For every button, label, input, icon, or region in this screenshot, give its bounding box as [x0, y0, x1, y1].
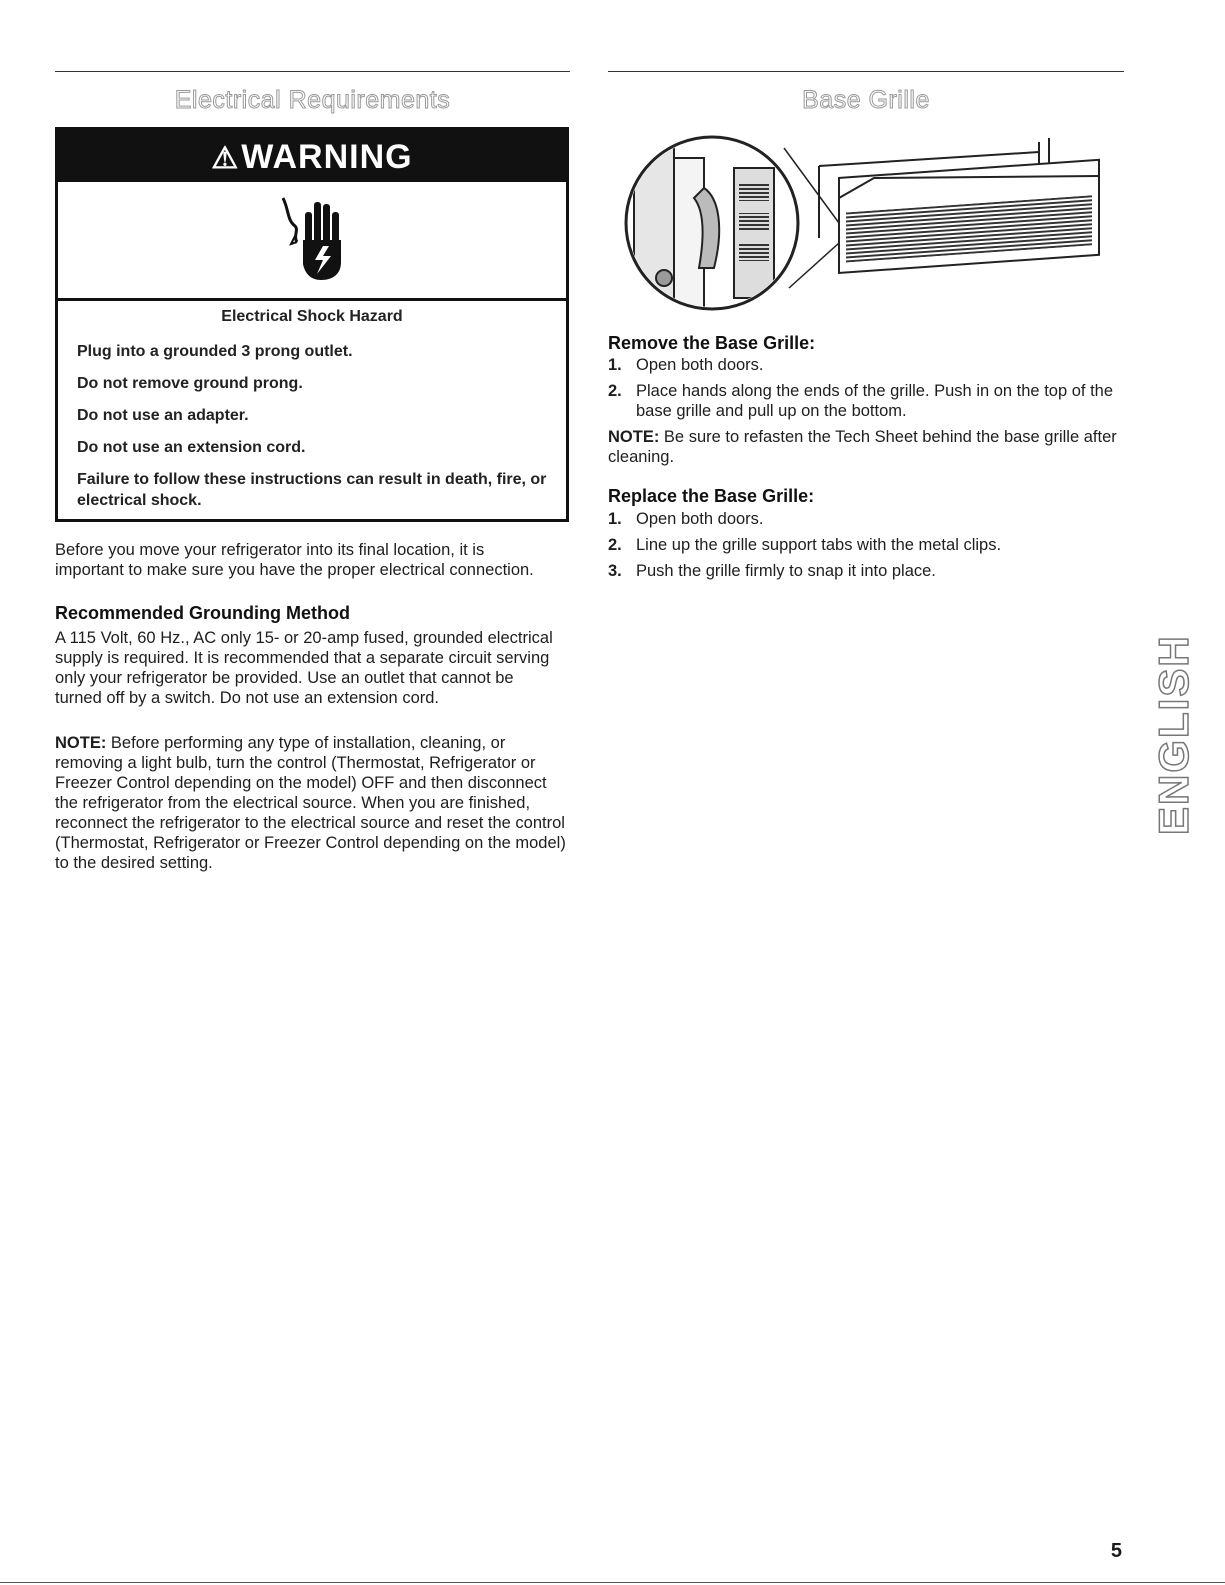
step-text: Push the grille firmly to snap it into place.: [636, 562, 936, 580]
remove-steps: [608, 355, 1123, 427]
step-text: Place hands along the ends of the grille. Push in on the top of the base grille and pull up on the bottom.: [636, 382, 1114, 420]
right-note-paragraph: [608, 427, 1123, 467]
warning-line: Do not remove ground prong.: [77, 375, 303, 392]
step-text: Open both doors.: [636, 356, 764, 374]
remove-grille-heading: Remove the Base Grille:: [608, 333, 816, 353]
warning-line: Do not use an adapter.: [77, 407, 249, 424]
warning-header: [58, 130, 566, 182]
warning-line: Failure to follow these instructions can result in death, fire, or electrical shock.: [77, 471, 547, 509]
warning-box: [55, 127, 569, 522]
page-number: 5: [1110, 1540, 1122, 1562]
electrical-requirements-title: Electrical Requirements: [174, 86, 451, 114]
replace-step: [608, 561, 1123, 581]
step-number: 1.: [608, 356, 622, 374]
replace-steps: [608, 509, 1123, 587]
step-text: Line up the grille support tabs with the metal clips.: [636, 536, 1002, 554]
step-text: Open both doors.: [636, 510, 764, 528]
remove-step: [608, 355, 1123, 375]
replace-grille-heading: Replace the Base Grille:: [608, 486, 815, 506]
base-grille-title: Base Grille: [802, 86, 930, 114]
step-number: 2.: [608, 382, 622, 400]
right-top-rule: [608, 71, 1124, 72]
note-text: Before performing any type of installation, cleaning, or removing a light bulb, turn the control (Thermostat, Refrigerator or Freezer Control depending on the model) OFF and then disconnect the refrigerator from the electrical source. When you are finished, reconnect the refrigerator to the electrical source and reset the control (Thermostat, Refrigerator or Freezer Control depending on the model) to the desired setting.: [55, 734, 566, 872]
electrical-shock-hand-icon: [275, 190, 355, 290]
grounding-heading: Recommended Grounding Method: [55, 603, 350, 623]
step-number: 3.: [608, 562, 622, 580]
replace-step: [608, 535, 1123, 555]
left-note-paragraph: [55, 733, 570, 873]
warning-triangle-icon: ⚠: [211, 142, 240, 175]
warning-line: Do not use an extension cord.: [77, 439, 306, 456]
intro-paragraph: [55, 540, 545, 580]
hazard-label: Electrical Shock Hazard: [221, 308, 403, 325]
note-text: Be sure to refasten the Tech Sheet behind the base grille after cleaning.: [608, 428, 1117, 466]
step-number: 1.: [608, 510, 622, 528]
left-top-rule: [55, 71, 570, 72]
language-side-tab: ENGLISH: [1150, 634, 1197, 836]
replace-step: [608, 509, 1123, 529]
note-label: NOTE:: [608, 428, 660, 446]
note-label: NOTE:: [55, 734, 107, 752]
intro-text: Before you move your refrigerator into its final location, it is important to make sure you have the proper electrical connection.: [55, 541, 534, 579]
base-grille-illustration: [624, 128, 1104, 313]
warning-body: [77, 306, 547, 522]
bottom-rule: [0, 1582, 1225, 1583]
remove-step: [608, 381, 1123, 421]
grounding-paragraph: [55, 628, 560, 708]
warning-line: Plug into a grounded 3 prong outlet.: [77, 343, 353, 360]
warning-header-text: WARNING: [241, 138, 413, 176]
grounding-text: A 115 Volt, 60 Hz., AC only 15- or 20-amp fused, grounded electrical supply is required. It is recommended that a separate circuit serving only your refrigerator be provided. Use an outlet that cannot be turned off by a switch. Do not use an extension cord.: [55, 629, 553, 707]
warning-icon-area: [58, 182, 566, 301]
step-number: 2.: [608, 536, 622, 554]
